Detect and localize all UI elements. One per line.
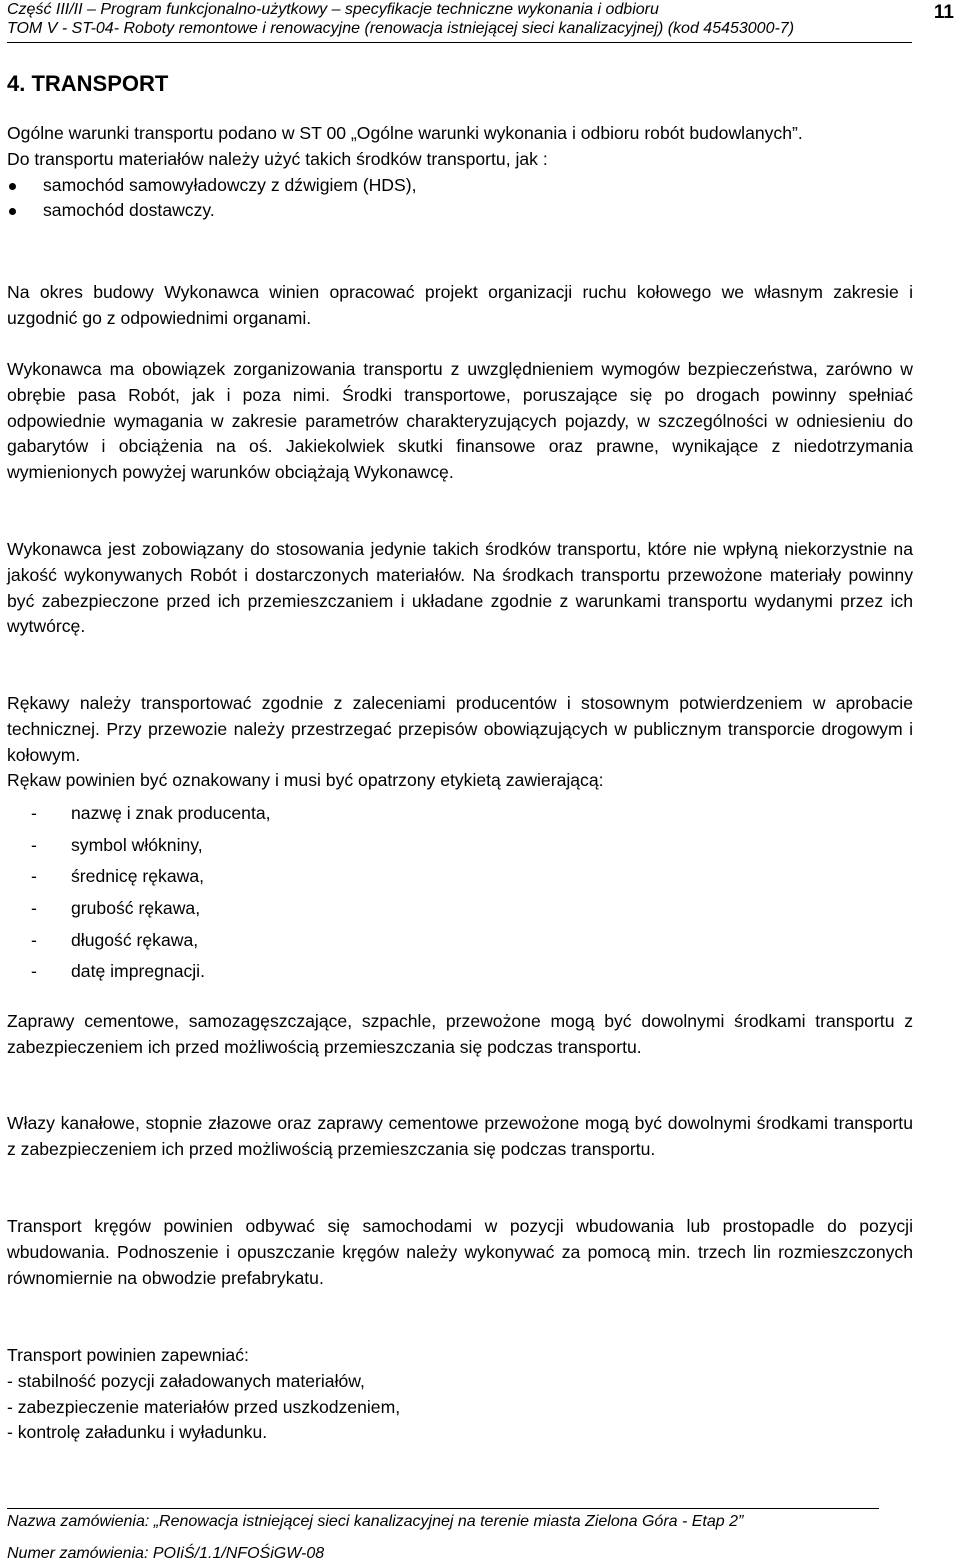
list-item: - nazwę i znak producenta, [31, 803, 271, 823]
paragraph-sleeve-transport: Rękawy należy transportować zgodnie z zaleceniami producentów i stosownym potwierdzeniem w aprobacie technicznej. Przy przewozie należy przestrzegać przepisów obowiązujących w publicznym transporcie drogowym i kołowym. [7, 693, 913, 765]
list-item: samochód dostawczy. [7, 198, 913, 224]
paragraph-rings: Transport kręgów powinien odbywać się samochodami w pozycji wbudowania lub prostopadle do pozycji wbudowania. Podnoszenie i opuszczanie kręgów należy wykonywać za pomocą min. trzech lin rozmieszczonych równomiernie na obwodzie prefabrykatu. [7, 1216, 913, 1288]
bullet-icon [9, 183, 16, 190]
paragraph-requirements-title: Transport powinien zapewniać: [7, 1345, 249, 1365]
label-contents-block [7, 798, 913, 988]
paragraph-general-conditions: Ogólne warunki transportu podano w ST 00 „Ogólne warunki wykonania i odbioru robót budowlanych”. [7, 123, 803, 143]
list-item: - kontrolę załadunku i wyładunku. [7, 1422, 268, 1443]
header-line-1: Część III/II – Program funkcjonalno-użytkowy – specyfikacje techniczne wykonania i odbioru [7, 1, 659, 18]
list-item: - średnicę rękawa, [31, 866, 204, 887]
paragraph-mortars: Zaprawy cementowe, samozagęszczające, szpachle, przewożone mogą być dowolnymi środkami transportu z zabezpieczeniem ich przed możliwością przemieszczania się podczas transportu. [7, 1011, 913, 1057]
paragraph-manholes: Włazy kanałowe, stopnie złazowe oraz zaprawy cementowe przewożone mogą być dowolnymi środkami transportu z zabezpieczeniem ich przed możliwością przemieszczania się podczas transportu. [7, 1113, 913, 1159]
paragraph-traffic-organization: Na okres budowy Wykonawca winien opracować projekt organizacji ruchu kołowego we własnym zakresie i uzgodnić go z odpowiednimi organami. [7, 282, 913, 328]
sleeve-block [7, 691, 913, 794]
header-line-2: TOM V - ST-04- Roboty remontowe i renowacyjne (renowacja istniejącej sieci kanalizacyjnej) (kod 45453000-7) [7, 20, 795, 37]
header-divider [7, 42, 912, 43]
intro-block [7, 121, 913, 224]
list-item: - długość rękawa, [31, 929, 199, 950]
paragraph-sleeve-label: Rękaw powinien być oznakowany i musi być opatrzony etykietą zawierającą: [7, 770, 604, 791]
footer-order-number: Numer zamówienia: POIiŚ/1.1/NFOŚiGW-08 [7, 1545, 325, 1562]
transport-requirements-block [7, 1343, 913, 1446]
footer-order-name: Nazwa zamówienia: „Renowacja istniejącej sieci kanalizacyjnej na terenie miasta Zielona Góra - Etap 2” [7, 1513, 744, 1530]
list-item: - zabezpieczenie materiałów przed uszkodzeniem, [7, 1396, 401, 1417]
section-title: 4. TRANSPORT [7, 71, 169, 96]
list-item: samochód samowyładowczy z dźwigiem (HDS), [7, 173, 913, 199]
bullet-icon [9, 208, 16, 215]
list-item: - symbol włókniny, [31, 834, 203, 855]
paragraph-means-intro: Do transportu materiałów należy użyć takich środków transportu, jak : [7, 148, 548, 169]
label-contents-list [7, 798, 913, 988]
paragraph-transport-safety: Wykonawca ma obowiązek zorganizowania transportu z uwzględnieniem wymogów bezpieczeństwa, zarówno w obrębie pasa Robót, jak i poza nimi. Środki transportowe, poruszające się po drogach powinny spełniać odpowiednie wymagania w zakresie parametrów charakteryzujących pojazdy, w szczególności w odniesieniu do gabarytów i obciążenia na oś. Jakiekolwiek skutki finansowe oraz prawne, wynikające z niedotrzymania wymienionych powyżej warunków obciążają Wykonawcę. [7, 359, 913, 483]
vehicle-list [7, 173, 913, 225]
list-item: - datę impregnacji. [31, 961, 205, 982]
paragraph-transport-means: Wykonawca jest zobowiązany do stosowania jedynie takich środków transportu, które nie wpłyną niekorzystnie na jakość wykonywanych Robót i dostarczonych materiałów. Na środkach transportu przewożone materiały powinny być zabezpieczone przed ich przemieszczaniem i układane zgodnie z warunkami transportu wydanymi przez ich wytwórcę. [7, 539, 913, 637]
page-number: 11 [933, 2, 954, 23]
footer-divider [7, 1508, 879, 1509]
list-item: - grubość rękawa, [31, 898, 201, 919]
list-item: - stabilność pozycji załadowanych materiałów, [7, 1370, 365, 1391]
